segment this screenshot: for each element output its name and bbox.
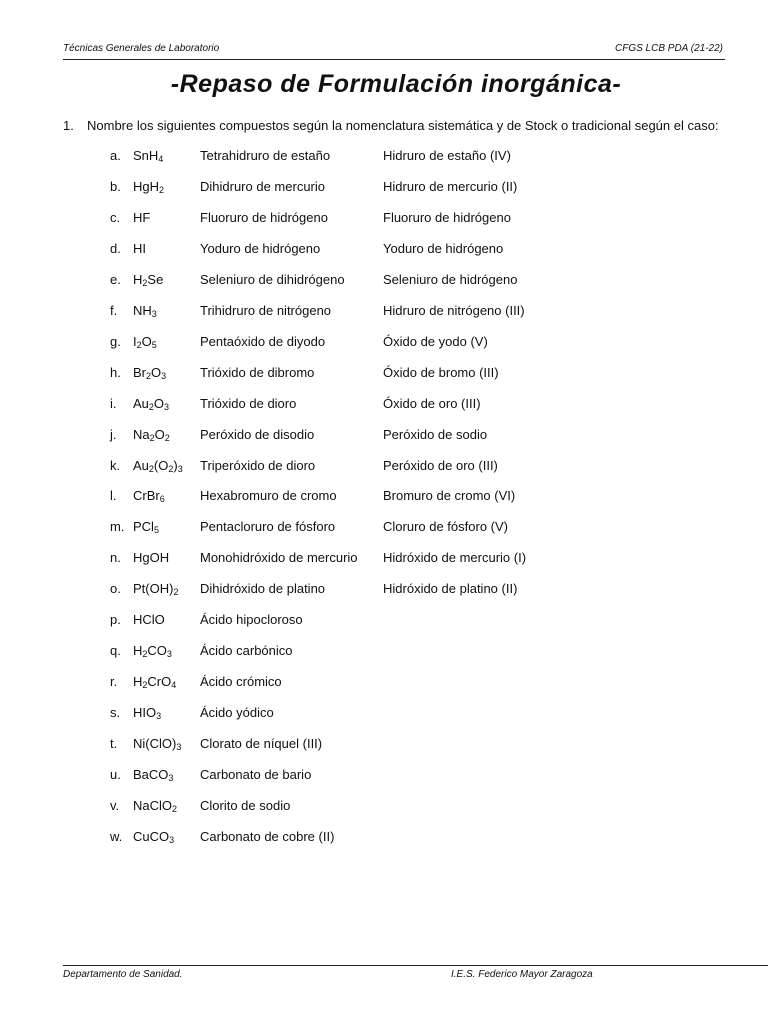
systematic-name: Ácido hipocloroso <box>200 612 303 628</box>
stock-name: Hidruro de nitrógeno (III) <box>383 302 525 318</box>
systematic-name: Trihidruro de nitrógeno <box>200 302 332 318</box>
chemical-formula: $HIO_3$ <box>133 705 162 722</box>
chemical-formula: NaClO$_2$ <box>133 797 178 814</box>
compound-row <box>0 272 768 292</box>
compound-row <box>0 148 768 168</box>
question-1 <box>63 118 719 133</box>
systematic-name: Pentacloruro de fósforo <box>200 519 336 535</box>
item-letter: n. <box>110 550 121 566</box>
systematic-name: Ácido carbónico <box>200 643 293 659</box>
systematic-name: Trióxido de dioro <box>200 395 297 411</box>
systematic-name: Triperóxido de dioro <box>200 457 316 473</box>
compound-row <box>0 798 768 818</box>
systematic-name: Pentaóxido de diyodo <box>200 333 326 349</box>
stock-name: Óxido de oro (III) <box>383 395 481 411</box>
chemical-formula: CrBr$_6$ <box>133 488 165 505</box>
systematic-name: Carbonato de bario <box>200 767 312 782</box>
chemical-formula: HI <box>133 240 146 256</box>
compound-row <box>0 550 768 570</box>
chemical-formula: HF <box>133 209 151 225</box>
compound-row <box>0 241 768 261</box>
systematic-name: Tetrahidruro de estaño <box>200 148 331 163</box>
compound-row <box>0 303 768 323</box>
item-letter: l. <box>110 488 117 504</box>
compound-row <box>0 767 768 787</box>
systematic-name: Clorato de níquel (III) <box>200 736 323 752</box>
page-title: -Repaso de Formulación inorgánica- <box>170 70 622 98</box>
systematic-name: Dihidruro de mercurio <box>200 178 325 194</box>
chemical-formula: HgOH <box>133 550 170 566</box>
compound-row <box>0 829 768 849</box>
question-text: Nombre los siguientes compuestos según la nomenclatura sistemática y de Stock o tradicional según el caso: <box>87 118 719 133</box>
compound-row <box>0 736 768 756</box>
item-letter: a. <box>110 148 121 163</box>
chemical-formula: SnH$_4$ <box>133 148 164 164</box>
chemical-formula: $NH_3$ <box>133 302 157 319</box>
item-letter: h. <box>110 364 121 380</box>
compound-row <box>0 581 768 601</box>
chemical-formula: $Au_2(O_2)_3$ <box>133 457 183 474</box>
item-letter: b. <box>110 178 121 194</box>
stock-name: Bromuro de cromo (VI) <box>383 488 516 504</box>
item-letter: k. <box>110 457 121 473</box>
compound-row <box>0 488 768 508</box>
systematic-name: Carbonato de cobre (II) <box>200 828 335 844</box>
stock-name: Hidruro de mercurio (II) <box>383 178 518 194</box>
stock-name: Hidróxido de mercurio (I) <box>383 550 527 566</box>
item-letter: f. <box>110 302 118 318</box>
stock-name: Hidruro de estaño (IV) <box>383 148 511 163</box>
question-number: 1. <box>63 118 74 133</box>
stock-name: Peróxido de oro (III) <box>383 457 498 473</box>
item-letter: g. <box>110 333 121 349</box>
chemical-formula: HgH$_2$ <box>133 178 165 195</box>
item-letter: e. <box>110 271 121 287</box>
systematic-name: Yoduro de hidrógeno <box>200 240 321 256</box>
stock-name: Hidróxido de platino (II) <box>383 581 518 597</box>
compound-row <box>0 612 768 632</box>
stock-name: Cloruro de fósforo (V) <box>383 519 508 535</box>
page-header <box>63 41 725 60</box>
stock-name: Seleniuro de hidrógeno <box>383 271 518 287</box>
systematic-name: Hexabromuro de cromo <box>200 488 337 504</box>
stock-name: Óxido de bromo (III) <box>383 364 499 380</box>
chemical-formula: PCl$_5$ <box>133 519 159 536</box>
compound-row <box>0 519 768 539</box>
systematic-name: Fluoruro de hidrógeno <box>200 209 328 225</box>
chemical-formula: $Na_2O_2$ <box>133 426 170 443</box>
footer-department: Departamento de Sanidad. <box>63 969 183 980</box>
item-letter: d. <box>110 240 121 256</box>
item-letter: v. <box>110 797 120 813</box>
chemical-formula: BaCO$_3$ <box>133 767 174 783</box>
compound-row <box>0 674 768 694</box>
chemical-formula: $H_2CrO_4$ <box>133 674 177 691</box>
item-letter: p. <box>110 612 121 628</box>
chemical-formula: HClO <box>133 612 165 628</box>
stock-name: Óxido de yodo (V) <box>383 333 488 349</box>
item-letter: m. <box>110 519 125 535</box>
item-letter: q. <box>110 643 121 659</box>
systematic-name: Trióxido de dibromo <box>200 364 315 380</box>
stock-name: Peróxido de sodio <box>383 426 488 442</box>
chemical-formula: $H_2Se$ <box>133 271 164 288</box>
compound-row <box>0 427 768 447</box>
systematic-name: Dihidróxido de platino <box>200 581 326 597</box>
chemical-formula: $Br_2O_3$ <box>133 364 167 381</box>
stock-name: Yoduro de hidrógeno <box>383 240 504 256</box>
compound-row <box>0 705 768 725</box>
compound-row <box>0 458 768 478</box>
header-course-title: Técnicas Generales de Laboratorio <box>63 43 220 54</box>
compound-row <box>0 179 768 199</box>
chemical-formula: $I_2O_5$ <box>133 333 157 350</box>
chemical-formula: CuCO$_3$ <box>133 828 175 845</box>
item-letter: o. <box>110 581 121 597</box>
header-course-code: CFGS LCB PDA (21-22) <box>615 43 723 54</box>
chemical-formula: $H_2CO_3$ <box>133 643 172 660</box>
item-letter: j. <box>110 426 117 442</box>
page-footer <box>63 965 768 984</box>
stock-name: Fluoruro de hidrógeno <box>383 209 511 225</box>
compound-row <box>0 365 768 385</box>
compound-row <box>0 643 768 663</box>
compound-row <box>0 334 768 354</box>
systematic-name: Ácido crómico <box>200 674 282 690</box>
item-letter: c. <box>110 209 121 225</box>
item-letter: t. <box>110 736 118 752</box>
chemical-formula: $Au_2O_3$ <box>133 395 170 412</box>
systematic-name: Seleniuro de dihidrógeno <box>200 271 345 287</box>
item-letter: i. <box>110 395 117 411</box>
item-letter: s. <box>110 705 121 721</box>
systematic-name: Clorito de sodio <box>200 797 291 813</box>
compound-row <box>0 210 768 230</box>
systematic-name: Ácido yódico <box>200 705 274 721</box>
item-letter: r. <box>110 674 118 690</box>
systematic-name: Peróxido de disodio <box>200 426 315 442</box>
item-letter: w. <box>110 828 123 844</box>
item-letter: u. <box>110 767 121 782</box>
compound-row <box>0 396 768 416</box>
systematic-name: Monohidróxido de mercurio <box>200 550 358 566</box>
chemical-formula: $Pt(OH)_2$ <box>133 581 179 598</box>
chemical-formula: $Ni(ClO)_3$ <box>133 736 182 753</box>
footer-school: I.E.S. Federico Mayor Zaragoza <box>451 969 593 980</box>
